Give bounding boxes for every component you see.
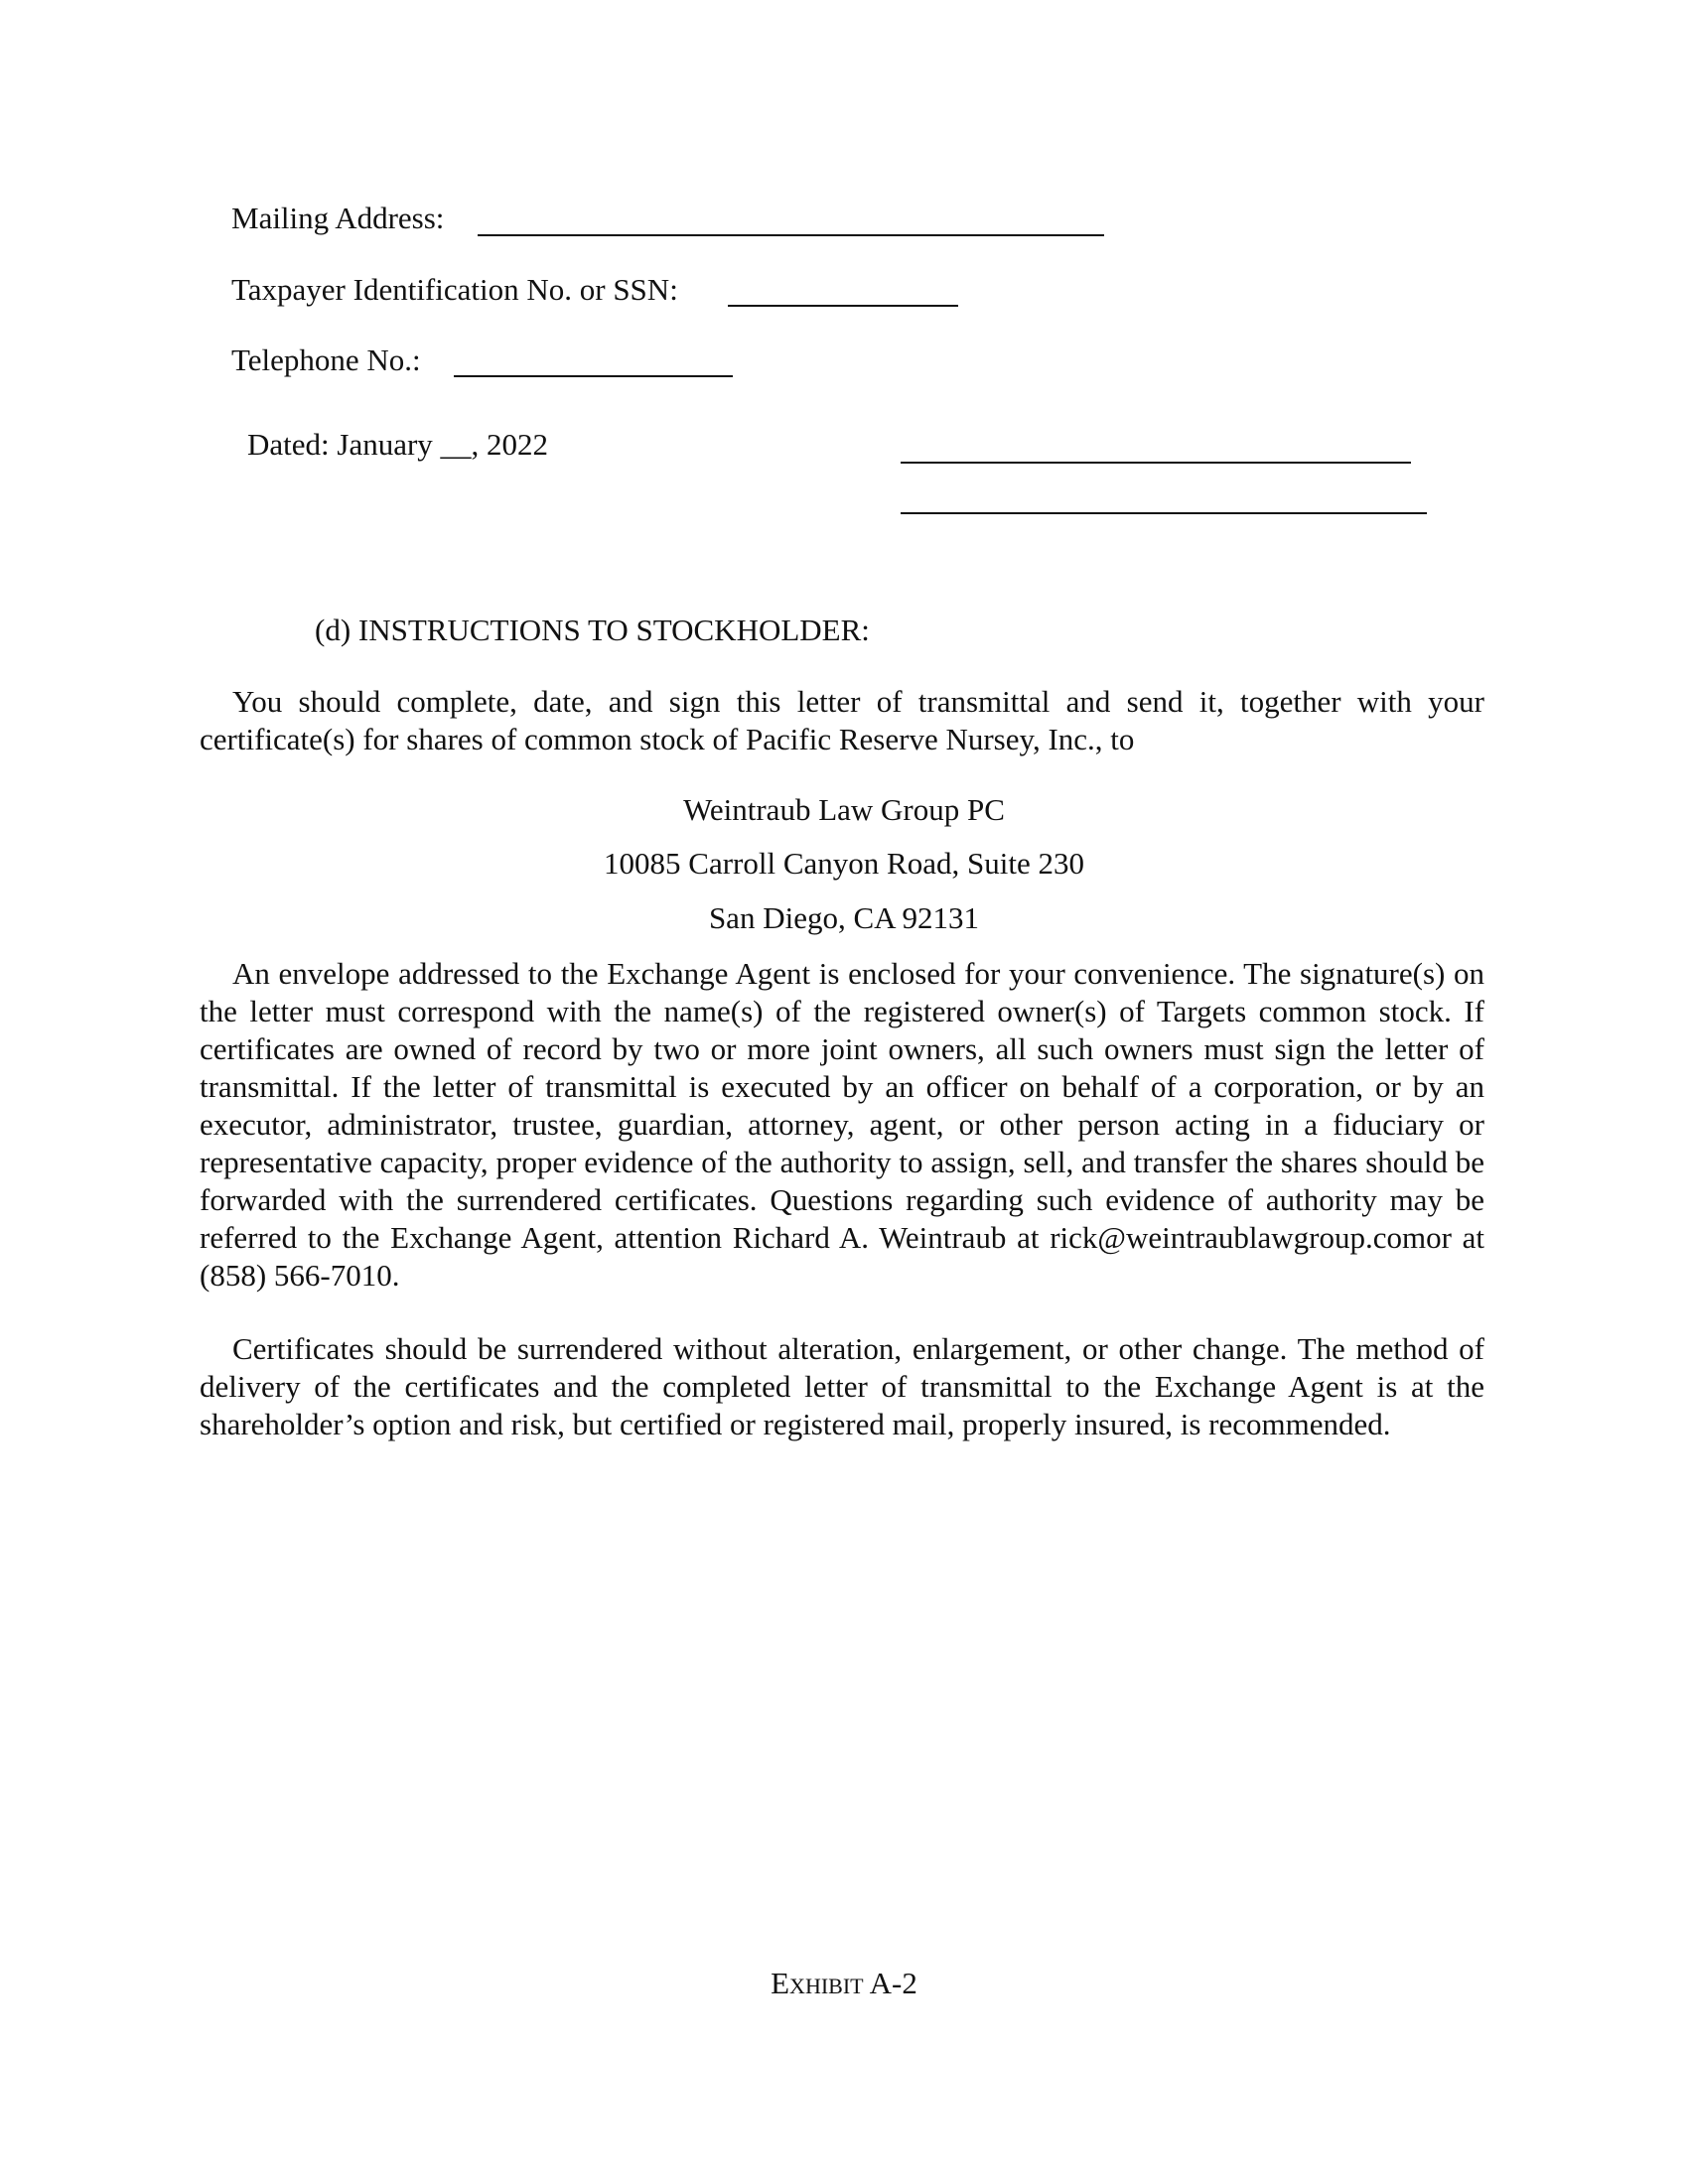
- address-line-2: 10085 Carroll Canyon Road, Suite 230: [604, 846, 1084, 881]
- exhibit-footer: Exhibit A-2: [771, 1966, 917, 2000]
- signature-line-1: [901, 462, 1411, 464]
- instructions-paragraph-2: An envelope addressed to the Exchange Agent is enclosed for your convenience. The signature(s) on the letter must correspond with the name(s) of the registered owner(s) of Targets common stock. If certificates are owned of record by two or more joint owners, all such owners must sign the letter of transmittal. If the letter of transmittal is executed by an officer on behalf of a corporation, or by an executor, administrator, trustee, guardian, attorney, agent, or other person acting in a fiduciary or representative capacity, proper evidence of the authority to assign, sell, and transfer the shares should be forwarded with the surrendered certificates. Questions regarding such evidence of authority may be referred to the Exchange Agent, attention Richard A. Weintraub at rick@weintraublawgroup.comor at (858) 566-7010.: [200, 956, 1484, 1293]
- address-line-3: San Diego, CA 92131: [708, 900, 980, 935]
- taxpayer-id-line: [728, 305, 958, 307]
- signature-line-2: [901, 512, 1427, 514]
- mailing-address-label: Mailing Address:: [231, 201, 445, 235]
- instructions-paragraph-3: Certificates should be surrendered without alteration, enlargement, or other change. The method of delivery of the certificates and the completed letter of transmittal to the Exchange Agent is at the shareholder’s option and risk, but certified or registered mail, properly insured, is recommended.: [200, 1331, 1484, 1441]
- instructions-heading: (d) INSTRUCTIONS TO STOCKHOLDER:: [315, 613, 870, 647]
- address-line-1: Weintraub Law Group PC: [683, 792, 1005, 827]
- telephone-label: Telephone No.:: [231, 342, 421, 377]
- mailing-address-line: [478, 234, 1104, 236]
- telephone-line: [454, 375, 733, 377]
- taxpayer-id-label: Taxpayer Identification No. or SSN:: [231, 272, 678, 307]
- dated-label: Dated: January __, 2022: [247, 427, 549, 462]
- instructions-intro: You should complete, date, and sign this letter of transmittal and send it, together with your certificate(s) for shares of common stock of Pacific Reserve Nursey, Inc., to: [200, 684, 1484, 756]
